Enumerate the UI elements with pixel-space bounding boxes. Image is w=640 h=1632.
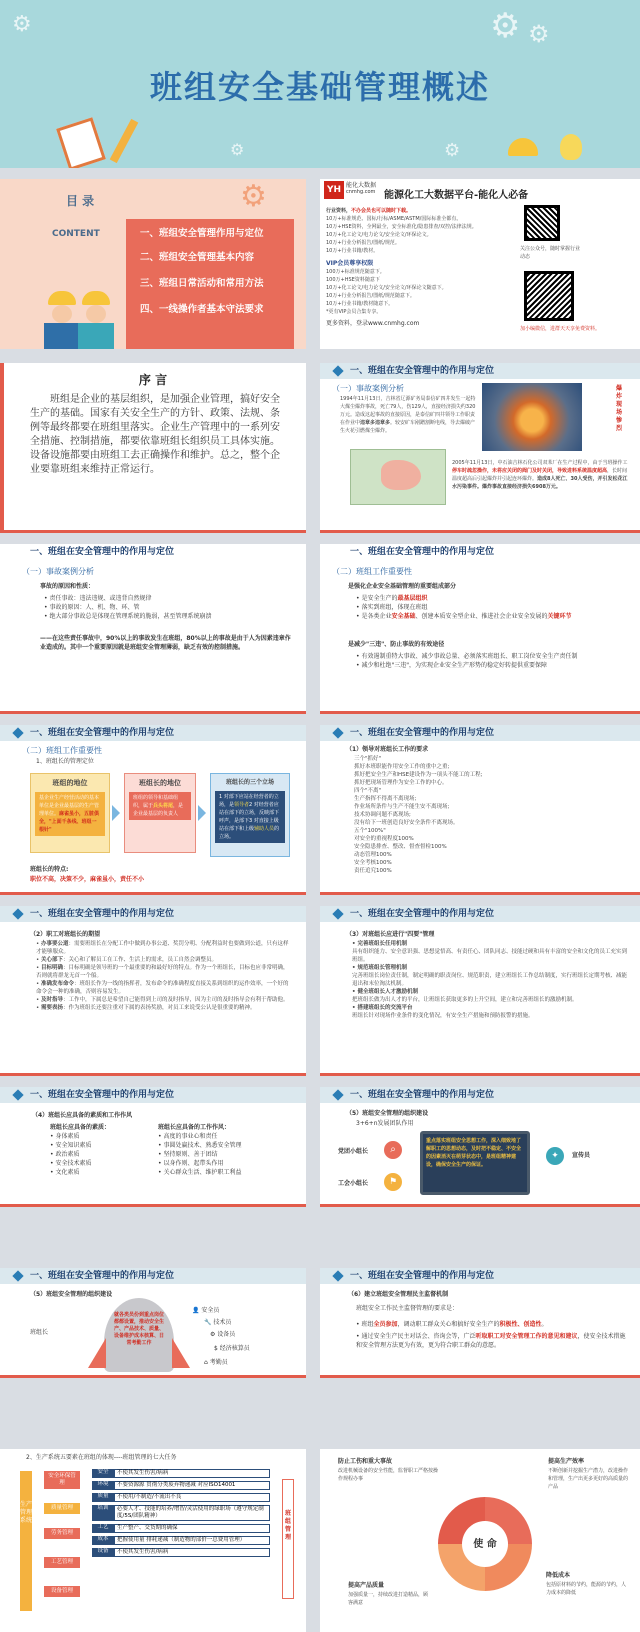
vip-more: *更有VIP会员合集专享。	[326, 309, 382, 315]
vip-title: VIP会员尊享权限	[326, 260, 374, 267]
left-system-box	[20, 1471, 32, 1611]
gear-icon: ⚙	[490, 6, 521, 46]
expectation-list	[36, 940, 294, 1012]
role-name: 安全员	[201, 1307, 220, 1314]
section-sub2: 1、班组长的管理定位	[36, 758, 94, 765]
case-text-2	[452, 459, 632, 491]
box-text	[129, 792, 191, 820]
section-sub: （1）领导对班组长工作的要求	[346, 746, 429, 753]
style-item: • 高度的事业心和责任	[158, 1133, 218, 1140]
slide-mission	[320, 1449, 640, 1632]
point-heading: 是减少"三违"、防止事故的有效途径	[348, 641, 445, 648]
qr-caption: 关注公众号，随时掌握行业动态	[520, 246, 581, 260]
req-line: 技术协调问题不离现场;	[354, 812, 411, 818]
quality-item: • 安全技术素质	[50, 1160, 92, 1167]
rocket-fin	[88, 1338, 106, 1368]
preface-title: 序 言	[138, 373, 168, 387]
expectation-item: • 关心部下：关心和了解员工在工作、生活上的需求，员工自然会调整员。	[36, 957, 218, 963]
point-text: 、创建本质安全型企业、推进社会企业安全发展的	[415, 613, 548, 620]
req-line: 五个"100%"	[354, 828, 386, 834]
explosion-photo	[482, 383, 582, 451]
column-title: 班组长应具备的工作作风：	[158, 1124, 231, 1131]
section-sub: （二）班组工作重要性	[22, 746, 102, 755]
section-sub2: 3+6+n发展团队作用	[356, 1120, 414, 1127]
role-name: 设备员	[217, 1331, 236, 1338]
slide-toc	[0, 179, 306, 349]
point-text: 是各类企业	[361, 613, 392, 620]
role-item: ⚙ 设备员	[210, 1331, 236, 1338]
point-highlight: 最基层组织	[397, 595, 428, 602]
toc-item[interactable]: 一、班组安全管理作用与定位	[140, 228, 264, 239]
search-icon: ⌕	[384, 1141, 402, 1159]
laptop-screen	[420, 1131, 530, 1195]
bullet-2: • 通过安全生产民主对话会、咨询会等，广泛听取职工对安全管理工作的意见和建议，使安全技术措施和安全管理方法更为有效，更为符合职工群众的意愿。	[356, 1333, 626, 1349]
expectation-item: • 目标明确：目标明确是领导班的一个最重要的和最好好的特点。作为一个班组长，目标也应非常明确，否则就将群龙无首一个船。	[36, 965, 289, 979]
quality-item: • 政治素质	[50, 1151, 80, 1158]
box-text-d: 3 对直接上级站在部下和上级	[219, 818, 279, 832]
req-line: 作业场所条件与生产不能生安不离现场;	[354, 804, 450, 810]
box-text	[215, 791, 285, 843]
logo-text: 能化大数据	[346, 182, 377, 189]
bulb-icon	[560, 134, 582, 160]
slide-header: 一、班组在安全管理中的作用与定位	[320, 363, 640, 379]
qualities-column	[50, 1123, 150, 1177]
intro-text: 班组安全工作民主监督管理的要求是：	[356, 1305, 459, 1312]
rocket-text: 就各类员份到重点岗位都都设置，推动安全生产、产品技术、质量、设备维护成本核算、日常考勤工作	[113, 1312, 164, 1346]
toc-panel	[126, 219, 294, 349]
quality-item: • 文化素质	[50, 1169, 80, 1176]
vip-line: 100万+标准规范随意下。	[326, 269, 385, 275]
screen-text: 重点落实班组安全思想工作，深入细致地了解职工的思想动态，及时把不稳定、不安全的因素消灭在萌芽状态中，是班组精神建设，确保安全生产的保证。	[426, 1138, 522, 1168]
task-tags	[44, 1471, 80, 1597]
point-item: • 落实到班组，体现在班组	[356, 603, 632, 612]
arrow-icon	[112, 805, 120, 821]
slide-title	[0, 0, 640, 168]
gear-icon: ⚙	[528, 20, 550, 48]
section-sub: （2）职工对班组长的期望	[30, 931, 101, 938]
vip-line: 10万+行业分析报告/图纸/规范随意下。	[326, 293, 415, 299]
footer-bar	[0, 530, 306, 533]
req-line: 动态管理100%	[354, 852, 392, 858]
section-sub: （一）事故案例分析	[332, 384, 404, 393]
point-item	[356, 612, 632, 621]
logo: YH	[324, 181, 344, 199]
box-text-a: 1 对部下应站在经营者的立场，是	[219, 794, 279, 808]
quadrant-text: 加强质量一，持续改进打造精品，顾客满意	[348, 1592, 429, 1606]
quality-item: • 身体素质	[50, 1133, 80, 1140]
box-title: 班组长的三个立场	[225, 779, 274, 786]
gear-icon: ⚙	[444, 140, 461, 161]
ad-line: 10万+化工论文/电力论文/安全论文/环保论文。	[326, 232, 432, 238]
case-text-c: 。较安矿车剐蹭割断电线，导去爆破产生火花引燃煤尘爆炸。	[340, 420, 476, 434]
slide-header: 一、班组在安全管理中的作用与定位	[320, 906, 640, 922]
logo-url: cnmhg.com	[346, 189, 376, 195]
case-text-b: 违章多违章多	[360, 420, 391, 426]
point-heading: 是强化企业安全基础管理的重要组成部分	[348, 583, 457, 590]
right-team-box	[282, 1479, 294, 1599]
req-line: 没有给下一班创造良好安全条件不离现场。	[354, 820, 459, 826]
task-tag: 设备管理	[44, 1586, 80, 1597]
photo-caption: 爆炸现场惨烈	[616, 385, 623, 432]
slide-header: 一、班组在安全管理中的作用与定位	[0, 906, 306, 922]
task-row: 环境 不要资源源 贯彻分类废弃物递减 对应ISO14001	[92, 1481, 270, 1490]
footer-bar	[320, 892, 640, 895]
qr-caption: 加小编微信，进群天天享免费资料。	[520, 326, 601, 332]
gear-icon: ⚙	[240, 179, 267, 214]
box-text-f: 的立场。	[219, 826, 280, 840]
qr-code	[524, 205, 560, 241]
case-text-2b: 停车时疏忽操作，未将应关闭的阀门及时关闭，导致进料系统温度超高	[452, 468, 608, 474]
slide-leader-requirements	[320, 725, 640, 895]
cause-note: ——在这些责任事故中，90%以上的事故发生在班组，80%以上的事故是由于人为因素违章作业造成的。其中一个重要原因就是班组安全管理薄弱，缺乏有效的控制措施。	[40, 635, 291, 651]
quality-item: • 安全知识素质	[50, 1142, 92, 1149]
box-three-stances	[210, 773, 290, 857]
point-item: • 减少和杜绝"三违"，为实现企业安全生产形势的稳定好转提供重要保障	[356, 661, 632, 670]
point-list	[356, 652, 632, 670]
point-item: • 有效遏制重特大事故、减少事故总量、必须落实班组长、职工岗位安全生产责任制	[356, 652, 632, 661]
point-text: 是安全生产的	[361, 595, 398, 602]
footer-bar	[0, 892, 306, 895]
box-text-c: 2 对经营者应站在部下的立场，反映部下呼声，是部下	[219, 802, 280, 824]
section-sub: （二）班组工作重要性	[332, 567, 412, 576]
toc-item[interactable]: 二、班组安全管理基本内容	[140, 252, 255, 263]
role-name: 技术员	[213, 1319, 232, 1326]
req-line: 抓好把安全生产和HSE建设作为一项头不能工的工程;	[354, 772, 483, 778]
role-item: 👤 安全员	[192, 1307, 220, 1314]
feature-label: 班组长的特点:	[30, 866, 69, 873]
style-column	[158, 1123, 298, 1177]
right-team-label: 班组管理	[284, 1510, 291, 1541]
slide-org-rocket	[0, 1268, 306, 1378]
point-highlight: 安全基础	[391, 613, 416, 620]
style-item: • 坚持原则、善于团结	[158, 1151, 218, 1158]
cause-item: • 事故的原因：人、机、物、环、管	[44, 603, 294, 612]
style-item: • 事圆处赢技术、熟悉安全管理	[158, 1142, 242, 1149]
quadrant-title: 防止工伤和重大事故	[338, 1458, 393, 1465]
req-line: 安全考核100%	[354, 860, 392, 866]
rocket-graphic	[104, 1298, 174, 1372]
task-row: 质量 不使用/不制造/不流出不良	[92, 1493, 270, 1502]
slide-header: 一、班组在安全管理中的作用与定位	[0, 544, 306, 560]
slide-supervision	[320, 1268, 640, 1378]
quadrant-text: 改进机械设备的安全性能，监督职工严格按操作规程办事	[338, 1468, 439, 1482]
arrow-icon	[198, 805, 206, 821]
expectation-item: • 需要表扬：作为班组长还要注重对下属的表扬奖励，对员工来说受公认是很重要的精神。	[36, 1005, 256, 1011]
point-list	[356, 594, 632, 621]
slide-header: 一、班组在安全管理中的作用与定位	[320, 544, 640, 560]
role-name: 考勤员	[209, 1359, 228, 1366]
case-text-2a: 2005年11月13日，中石油吉林石化公司双苯厂在生产过程中，由于当班操作工	[452, 460, 628, 466]
slide-seven-tasks	[0, 1449, 306, 1632]
slide-employee-expectations	[0, 906, 306, 1076]
box-text-a: 基企业生产经营活动的基本单位是企业最基层的生产管理单位。	[39, 795, 100, 817]
req-item: • 完善班组长任用机制 具有组织能力、安全意识强、思想觉悟高、有责任心、团队同志、技能过硬和具有丰富的安全和文化的员工充实到班组。	[352, 941, 628, 963]
footer-bar	[0, 711, 306, 714]
requirement-list	[354, 755, 630, 875]
case-text-a: 1994年11月13日，吉林省辽源矿务局泰信矿四井发生一起特大煤尘爆炸事故，死亡79人，伤129人，直接经济损失约320万元。造成这起事故的直接原因，是泰信矿四井领导工作职责在作业中	[340, 396, 476, 426]
ad-line: 10万+标准规范、国标/行标/ASME/ASTM/国际标准全都有。	[326, 216, 462, 222]
ad-line: 不办会员也可以随时下载。	[351, 208, 412, 214]
role-item: 🔧 技术员	[204, 1319, 232, 1326]
vip-line: 100万+HSE资料随意下	[326, 277, 380, 283]
style-item: • 关心群众生活、维护职工利益	[158, 1169, 242, 1176]
quadrant-text: 不断创新并挖掘生产潜力，改进操作和管理，生产出更多更好的高质量的产品	[548, 1468, 629, 1490]
box-text-b: 麻雀虽小，五脏俱全，"上面千条线、班组一根针"	[39, 811, 100, 833]
slide-header: 一、班组在安全管理中的作用与定位	[320, 1087, 640, 1103]
cause-list	[44, 594, 294, 621]
left-system-label: 生产管理系统	[20, 1501, 33, 1524]
req-line: 对安全的重视程度100%	[354, 836, 414, 842]
box-text	[35, 792, 105, 836]
role-item: $ 经济核算员	[214, 1345, 250, 1352]
role-label: 党团小组长	[338, 1148, 369, 1155]
role-item: ⌂ 考勤员	[204, 1359, 228, 1366]
task-tag: 工艺管理	[44, 1557, 80, 1568]
box-leader-position	[124, 773, 196, 853]
box-text-a: 班组的领导和基础组织，属于	[133, 795, 179, 809]
footer-bar	[320, 711, 640, 714]
pencil-icon	[110, 119, 139, 163]
task-row: 培训 必要人才、技能的培养/增智/灵活使用的绿职场（遵守规定制度/5S/团队精神）	[92, 1505, 270, 1521]
rocket-fin	[172, 1338, 190, 1368]
left-stripe	[0, 363, 4, 533]
flag-icon: ⚑	[384, 1173, 402, 1191]
task-tag: 劳务管理	[44, 1528, 80, 1539]
case-text	[340, 395, 476, 435]
footer-bar	[320, 1073, 640, 1076]
task-tag: 质量管理	[44, 1503, 80, 1514]
box-text-b: 兵头将尾	[153, 803, 174, 809]
toc-item[interactable]: 三、班组日常活动和常用方法	[140, 278, 264, 289]
slide-header: 一、班组在安全管理中的作用与定位	[0, 1087, 306, 1103]
slide-importance	[320, 544, 640, 714]
cause-item: • 绝大部分事故总是体现在管理系统的脆弱，甚至管理系统崩溃	[44, 612, 294, 621]
footer-bar	[320, 530, 640, 533]
expectation-item: • 办事要公道：需要班组长在分配工作中做到办事公道、奖罚分明、分配利益时也要做到公道，只有这样才能够服众。	[36, 941, 289, 955]
role-label: 班组长	[30, 1329, 49, 1336]
case-text-2c: ，长时间温度超高后引起爆炸并引起连环爆炸。	[452, 468, 628, 482]
gear-icon: ⚙	[230, 140, 245, 159]
mission-title: 使 命	[473, 1539, 497, 1550]
toc-item[interactable]: 四、一线操作者基本守法要求	[140, 304, 264, 315]
task-rows	[92, 1469, 270, 1557]
slide-header: 一、班组在安全管理中的作用与定位	[320, 1268, 640, 1284]
task-row: 成本 把握使用量 排耗递减（制造物的部价一总费用管理）	[92, 1536, 270, 1545]
task-tag: 安全环保管理	[44, 1471, 80, 1489]
slide-header: 一、班组在安全管理中的作用与定位	[320, 725, 640, 741]
footer-bar	[0, 1073, 306, 1076]
gear-icon: ⚙	[12, 12, 32, 37]
role-name: 经济核算员	[219, 1345, 250, 1352]
ad-footer[interactable]: 更多资料，登录www.cnmhg.com	[326, 320, 420, 327]
box-text-b: 领导者	[234, 802, 250, 808]
ad-lines	[326, 207, 516, 328]
box-text-c: ，是企业最基层的负责人	[133, 803, 184, 817]
bullet-1: • 班组全员参加，调动职工群众关心和搞好安全生产的积极性、创造性。	[356, 1321, 548, 1328]
helmet-icon	[508, 138, 538, 156]
toc-en: CONTENT	[52, 229, 100, 239]
qr-code	[524, 271, 574, 321]
section-sub: （4）班组长应具备的素质和工作作风	[32, 1112, 133, 1119]
vip-line: 10万+行业书籍/教材随意下。	[326, 301, 394, 307]
section-sub: 2、生产系统五要素在班组的体现----班组管理的七大任务	[26, 1454, 177, 1461]
section-sub: （5）班组安全管理的组织建设	[346, 1110, 429, 1117]
role-label: 宣传员	[572, 1152, 591, 1159]
point-item	[356, 594, 632, 603]
section-sub: （一）事故案例分析	[22, 567, 94, 576]
slide-ad	[320, 179, 640, 349]
slide-four-requirements	[320, 906, 640, 1076]
task-row: 安全 不使其发生伤害/病病	[92, 1469, 270, 1478]
ad-line: 10万+HSE资料，全网最全，安全标准化/隐患排查/双控/法律法规。	[326, 224, 477, 230]
req-line: 抓好本班职能作用安全工作的重中之重;	[354, 764, 450, 770]
footer-bar	[0, 1204, 306, 1207]
req-line: 三个"抓好"	[354, 756, 382, 762]
box-title: 班组的地位	[52, 779, 88, 787]
toc-title: 目 录	[66, 194, 95, 208]
req-line: 四个"不离"	[354, 788, 382, 794]
vip-line: 10万+化工论文/电力论文/安全论文/环保论文随意下。	[326, 285, 447, 291]
requirement-list	[352, 940, 630, 1020]
role-label: 工会小组长	[338, 1180, 369, 1187]
slide-qualities	[0, 1087, 306, 1207]
slide-org-3-6-n	[320, 1087, 640, 1207]
brand-title: 能源化工大数据平台-能化人必备	[384, 190, 529, 201]
quadrant-title: 提高产品质量	[348, 1582, 385, 1589]
footer-bar	[0, 1375, 306, 1378]
quadrant-title: 降低成本	[546, 1572, 571, 1579]
slide-header: 一、班组在安全管理中的作用与定位	[0, 725, 306, 741]
footer-bar	[320, 1375, 640, 1378]
slide-accident-cause	[0, 544, 306, 714]
box-title: 班组长的地位	[139, 779, 181, 787]
req-item: • 搭建班组长的交流平台 班组长针对现场作业条件的变化情况，有安全生产措施和预防报警的措施。	[352, 1005, 534, 1019]
slide-header: 一、班组在安全管理中的作用与定位	[0, 1268, 306, 1284]
req-line: 生产指挥不得离不离现场;	[354, 796, 417, 802]
req-line: 抓好把现场管理作为安全工作的中心。	[354, 780, 448, 786]
task-row: 工艺 生产整产、交货期的确保	[92, 1524, 270, 1533]
req-line: 安全隐患排查、整改、督查督检100%	[354, 844, 447, 850]
cause-item: • 责任事故：违法违规、或违背自然规律	[44, 594, 294, 603]
section-sub: （5）班组安全管理的组织建设	[30, 1291, 113, 1298]
ad-line: 行业资料，	[326, 208, 352, 214]
req-line: 责任追究100%	[354, 868, 392, 874]
req-item: • 规范班组长管理机制 完善班组长岗位责任制，制定明确的职责岗位、规范职责，建立班组长工作总结制度，实行班组长定期考核、减能退出和末位淘汰机制。	[352, 965, 628, 987]
slide-preface	[0, 363, 306, 533]
feature-text: 职位不高，决策不少，麻雀虽小，责任不小	[30, 876, 145, 883]
quadrant-title: 提高生产效率	[548, 1458, 585, 1465]
slide-case	[320, 363, 640, 533]
box-team-position	[30, 773, 110, 853]
point-highlight: 关键环节	[547, 613, 572, 620]
preface-text: 班组是企业的基层组织，是加强企业管理，搞好安全生产的基础。国家有关安全生产的方针、政策、法规、条例等最终都要在班组里落实。企业生产管理中的一系列安全措施、控制措施，都要依靠班组长组织员工具体实施。设备设施都要由班组工去正确操作和维护。总之，整个企业要靠班组来维持正常运行。	[30, 394, 280, 475]
style-item: • 以身作则、起带头作用	[158, 1160, 224, 1167]
slide-leader-position	[0, 725, 306, 895]
expectation-item: • 及时指导：工作中，下属总是希望自己能得到上司的及时指导，因为主司的及时指导会有利于帮助他。	[36, 997, 289, 1003]
clipboard-icon	[56, 117, 106, 168]
ad-line: 10万+行业书籍/教材。	[326, 248, 379, 254]
expectation-item: • 准确发布命令：班组长作为一线的指挥者，发布命令的准确程度直接关系到组织的运作效率，一个好的命令会一种的准确，否则容易发生。	[36, 981, 289, 995]
ad-line: 10万+行业分析报告/图纸/规范。	[326, 240, 400, 246]
cause-label: 事故的原因和性质：	[40, 583, 95, 590]
workers-illustration	[40, 279, 120, 349]
task-row: 设备 不使其发生伤害/病病	[92, 1548, 270, 1557]
section-sub: （6）建立班组安全管理民主监督机制	[348, 1291, 449, 1298]
page-title: 班组安全基础管理概述	[149, 68, 490, 106]
chart-icon: ✦	[546, 1147, 564, 1165]
map-image	[350, 449, 446, 505]
section-sub: （3）对班组长应进行"四要"管理	[346, 931, 435, 938]
footer-bar	[320, 1204, 640, 1207]
case-text-2d: 造成8人死亡、30人受伤，并引发松花江水污染事件。爆炸事故直接经济损失6908万元。	[452, 476, 628, 490]
box-text-e: 辅助人员	[254, 826, 275, 832]
req-item: • 健全班组长人才激励机制 把班组长做为出人才的平台，让班组长获取更多的上升空间，建立和完善班组长的激励机制。	[352, 989, 578, 1003]
column-title: 班组长应具备的素质：	[50, 1124, 111, 1131]
quadrant-text: 包括原材料的节约，能源的节约，人力成本的降低	[546, 1582, 627, 1596]
